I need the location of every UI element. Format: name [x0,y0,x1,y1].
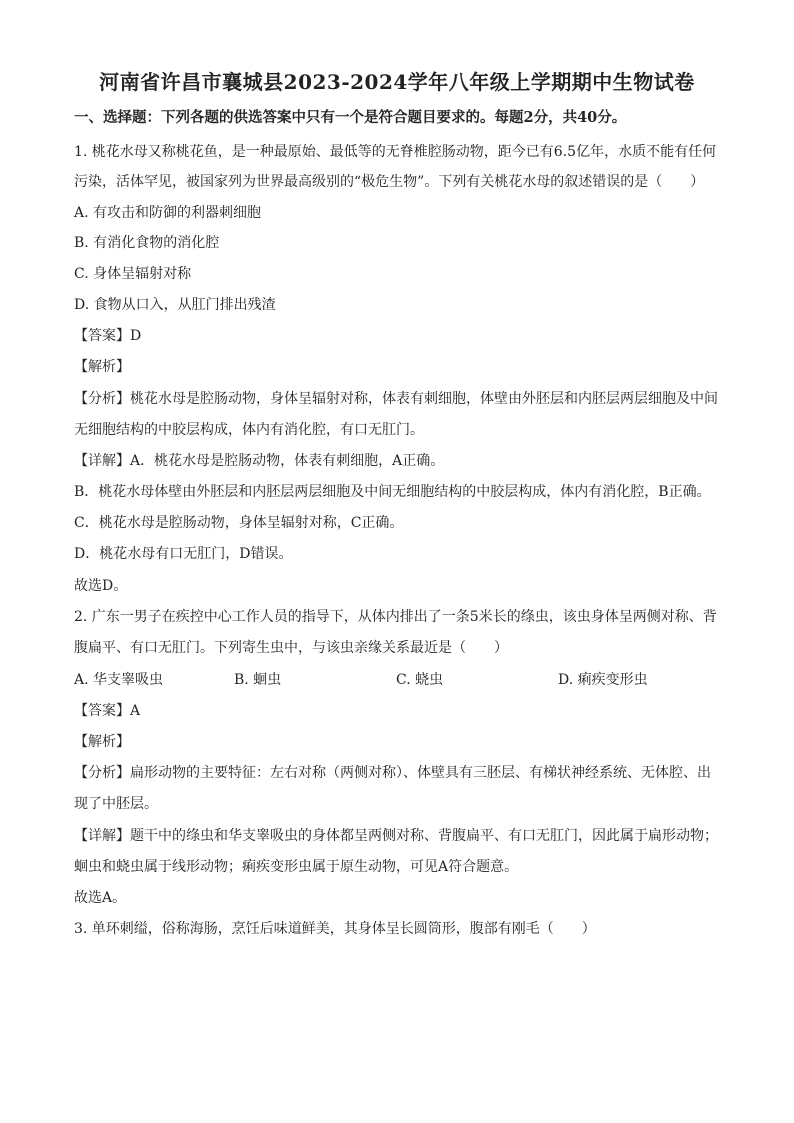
q1-option-a: A. 有攻击和防御的利器刺细胞 [74,205,262,221]
q1-detail-line4: D．桃花水母有口无肛门，D错误。 [74,546,293,562]
q2-conclusion: 故选A。 [74,890,127,906]
q1-option-c: C. 身体呈辐射对称 [74,266,192,282]
q3-stem-line1: 3. 单环刺缢，俗称海肠，烹饪后味道鲜美，其身体呈长圆筒形，腹部有刚毛（ ） [74,921,596,937]
q2-option-c: C. 蛲虫 [396,672,444,688]
q1-stem-line2: 污染，活体罕见，被国家列为世界最高级别的“极危生物”。下列有关桃花水母的叙述错误的是（ ） [74,174,705,190]
q1-stem-line1: 1. 桃花水母又称桃花鱼，是一种最原始、最低等的无脊椎腔肠动物，距今已有6.5亿年，水质不能有任何 [74,144,717,160]
q1-detail-line2: B．桃花水母体壁由外胚层和内胚层两层细胞及中间无细胞结构的中胶层构成，体内有消化腔，B正确。 [74,484,711,500]
q2-option-d: D. 痢疾变形虫 [558,672,648,688]
q2-detail-line2: 蛔虫和蛲虫属于线形动物；痢疾变形虫属于原生动物，可见A符合题意。 [74,859,519,875]
q2-options-row [74,670,714,690]
q2-option-b: B. 蛔虫 [234,672,282,688]
q1-analysis-label: 【解析】 [74,359,130,375]
q1-answer: 【答案】D [74,328,142,344]
q1-analysis-line2: 无细胞结构的中胶层构成，体内有消化腔，有口无肛门。 [74,422,424,438]
q2-stem-line1: 2. 广东一男子在疾控中心工作人员的指导下，从体内排出了一条5米长的绦虫，该虫身体呈两侧对称、背 [74,609,717,625]
q1-option-b: B. 有消化食物的消化腔 [74,235,220,251]
q2-analysis-label: 【解析】 [74,734,130,750]
q2-stem-line2: 腹扁平、有口无肛门。下列寄生虫中，与该虫亲缘关系最近是（ ） [74,640,508,656]
q1-detail-line3: C．桃花水母是腔肠动物，身体呈辐射对称，C正确。 [74,515,404,531]
q2-analysis-line2: 现了中胚层。 [74,796,158,812]
q2-answer: 【答案】A [74,703,141,719]
q1-conclusion: 故选D。 [74,578,128,594]
q1-option-d: D. 食物从口入，从肛门排出残渣 [74,297,276,313]
q1-detail-line1: 【详解】A．桃花水母是腔肠动物，体表有刺细胞，A正确。 [74,453,445,469]
q2-option-a: A. 华支睾吸虫 [74,672,164,688]
q1-analysis-line1: 【分析】桃花水母是腔肠动物，身体呈辐射对称，体表有刺细胞，体壁由外胚层和内胚层两层细胞及中间 [74,391,718,407]
page-title: 河南省许昌市襄城县2023-2024学年八年级上学期期中生物试卷 [99,70,695,94]
section-header: 一、选择题：下列各题的供选答案中只有一个是符合题目要求的。每题2分，共40分。 [74,109,627,126]
q2-analysis-line1: 【分析】扁形动物的主要特征：左右对称（两侧对称）、体壁具有三胚层、有梯状神经系统、无体腔、出 [74,765,711,781]
q2-detail-line1: 【详解】题干中的绦虫和华支睾吸虫的身体都呈两侧对称、背腹扁平、有口无肛门，因此属于扁形动物； [74,828,718,844]
